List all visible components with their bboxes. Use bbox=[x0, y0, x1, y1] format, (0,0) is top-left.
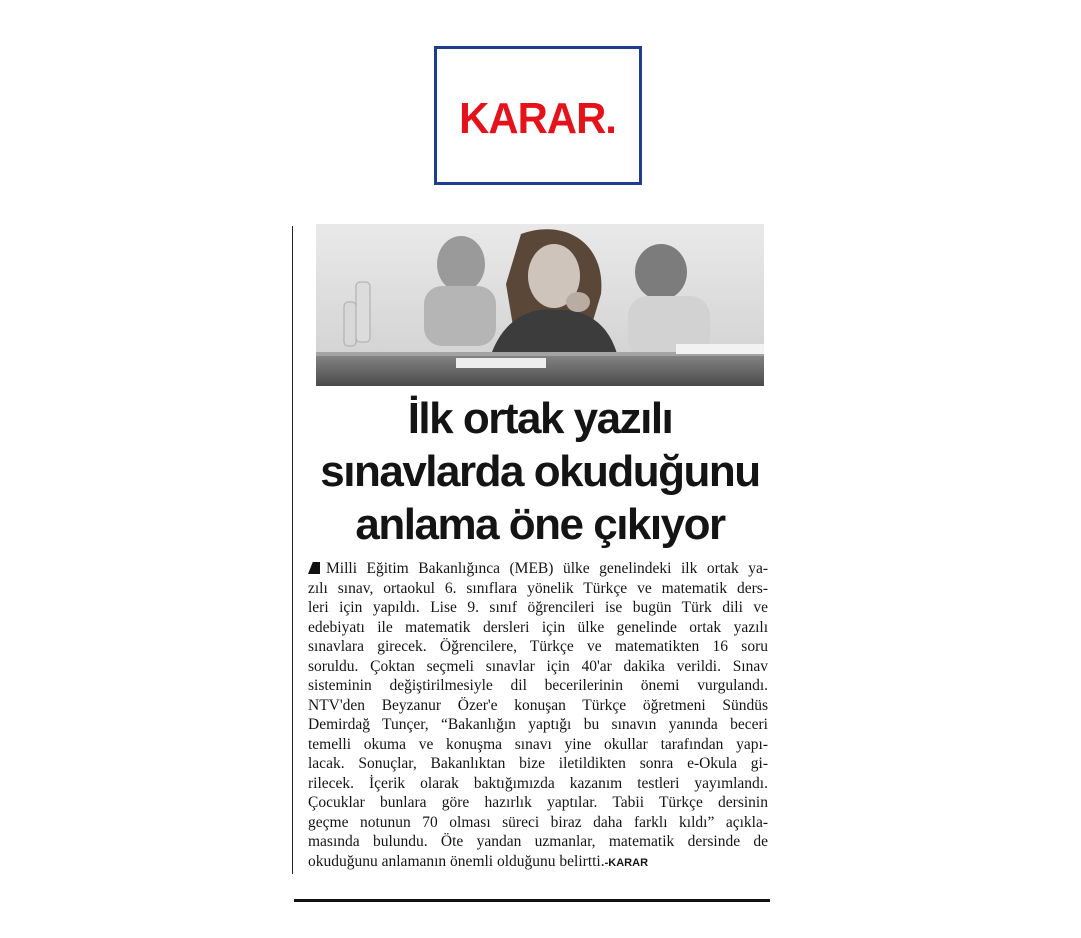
article-headline bbox=[300, 392, 780, 551]
body-line: lacak. Sonuçlar, Bakanlıktan bize iletildikten sonra e-Okula gi- bbox=[308, 755, 768, 772]
body-line: edebiyatı ile matematik dersleri için ülke genelinde ortak yazılı bbox=[308, 618, 768, 636]
body-line: geçme notunun 70 olması süreci biraz daha farklı kıldı” açıkla- bbox=[308, 813, 768, 831]
logo-text: KARAR. bbox=[459, 93, 617, 143]
headline-line: İlk ortak yazılı bbox=[407, 394, 673, 443]
body-line: sisteminin değiştirilmesiyle dil becerilerinin önemi vurgulandı. bbox=[308, 677, 768, 694]
article-signoff: -KARAR bbox=[604, 856, 649, 869]
column-rule bbox=[292, 226, 293, 874]
body-line bbox=[308, 559, 768, 579]
headline-line: sınavlarda okuduğunu bbox=[320, 447, 760, 496]
body-line: NTV'den Beyzanur Özer'e konuşan Türkçe öğretmeni Sündüs bbox=[308, 696, 768, 714]
body-line: masında bulundu. Öte yandan uzmanlar, matematik dersinde de bbox=[308, 833, 768, 850]
headline-line: anlama öne çıkıyor bbox=[355, 500, 725, 549]
body-line-text: Milli Eğitim Bakanlığınca (MEB) ülke genelindeki ilk ortak ya- bbox=[326, 560, 768, 577]
article-photo bbox=[316, 224, 764, 386]
body-line-text: okuduğunu anlamanın önemli olduğunu belirtti. bbox=[308, 852, 605, 870]
body-line: rilecek. İçerik olarak baktığımızda kazanım testleri yayımlandı. bbox=[308, 774, 768, 792]
body-line: temelli okuma ve konuşma sınavı yine okullar tarafından yapı- bbox=[308, 735, 768, 753]
article-body bbox=[308, 559, 768, 871]
body-line bbox=[308, 852, 768, 872]
bottom-rule bbox=[294, 899, 770, 902]
body-line: zılı sınav, ortaokul 6. sınıflara yönelik Türkçe ve matematik ders- bbox=[308, 579, 768, 597]
body-line: soruldu. Çoktan seçmeli sınavlar için 40'ar dakika verildi. Sınav bbox=[308, 657, 768, 675]
body-line: leri için yapıldı. Lise 9. sınıf öğrencileri ise bugün Türk dili ve bbox=[308, 599, 768, 616]
body-line: Demirdağ Tunçer, “Bakanlığın yaptığı bu sınavın yanında beceri bbox=[308, 716, 768, 733]
bullet-marker bbox=[308, 562, 320, 574]
exam-classroom-photo bbox=[316, 224, 764, 386]
body-line: Çocuklar bunlara göre hazırlık yaptılar. Tabii Türkçe dersinin bbox=[308, 794, 768, 811]
body-line: sınavlara girecek. Öğrencilere, Türkçe ve matematikten 16 soru bbox=[308, 638, 768, 655]
karar-logo bbox=[434, 46, 642, 185]
